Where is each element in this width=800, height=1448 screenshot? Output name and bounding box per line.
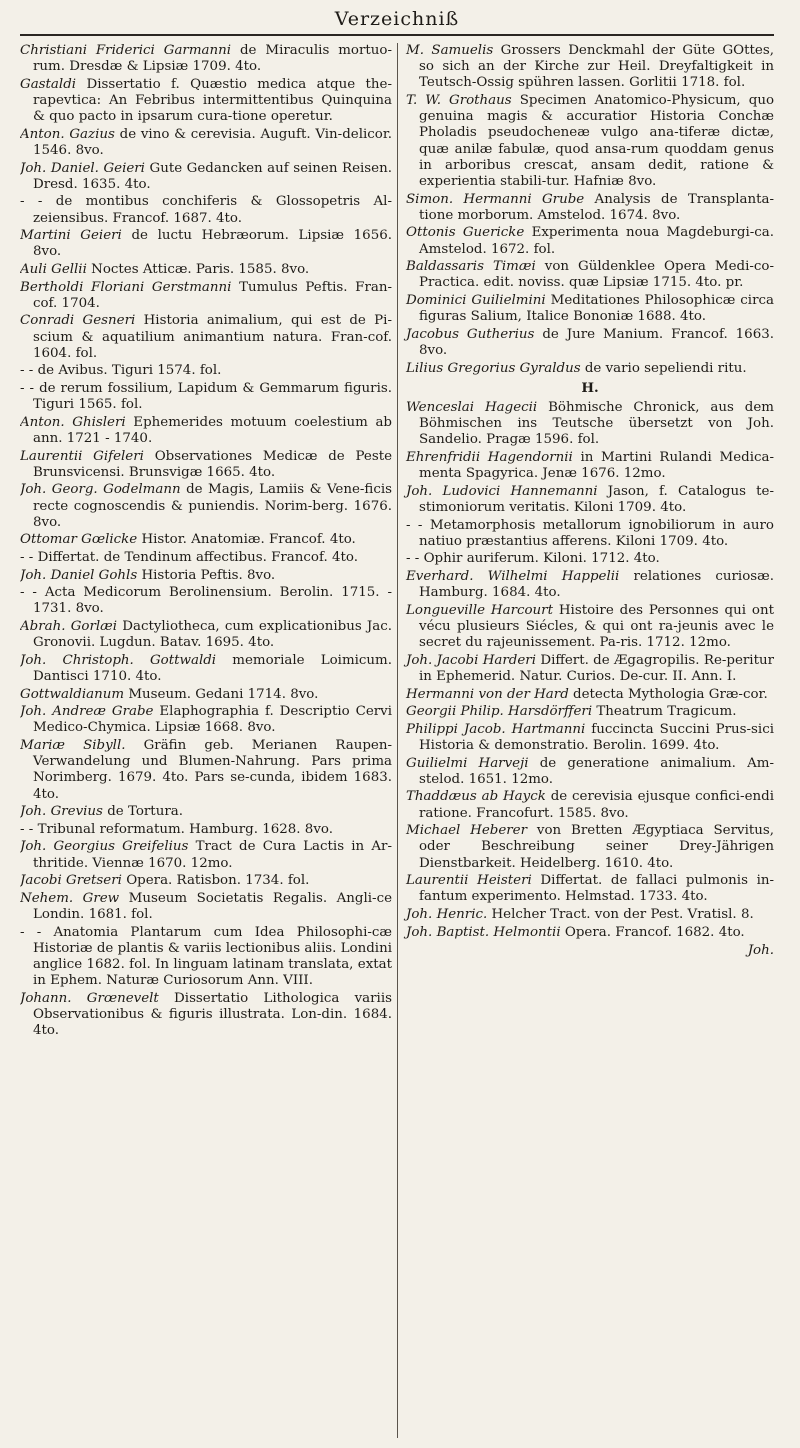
entry-title: Theatrum Tragicum. — [596, 704, 737, 720]
entry-author: T. W. Grothaus — [406, 93, 512, 108]
entry-title: Noctes Atticæ. Paris. 1585. 8vo. — [91, 261, 310, 277]
catalogue-entry — [406, 225, 774, 257]
entry-author: - - — [20, 363, 34, 379]
entry-author: Anton. Ghisleri — [20, 414, 126, 430]
entry-author: Joh. Ludovici Hannemanni — [406, 483, 598, 499]
entry-title: Observationes Medicæ de Peste Brunsvicensi. Brunsvigæ 1665. 4to. — [33, 448, 392, 480]
entry-title: Ephemerides motuum coelestium ab ann. 1721 - 1740. — [33, 414, 392, 446]
catalogue-entry — [20, 991, 392, 1040]
entry-author: Baldassaris Timæi — [406, 259, 536, 275]
entry-title: Elaphographia f. Descriptio Cervi Medico-Chymica. Lipsiæ 1668. 8vo. — [33, 704, 392, 736]
entry-title: Tribunal reformatum. Hamburg. 1628. 8vo. — [37, 821, 333, 837]
catalogue-entry — [20, 363, 392, 379]
catalogue-entry — [406, 259, 774, 291]
entry-author: Ehrenfridii Hagendornii — [406, 450, 573, 465]
entry-author: Gastaldi — [20, 76, 77, 92]
entry-author: Hermanni von der Hard — [406, 686, 569, 702]
entry-author: Jacobus Gutherius — [406, 326, 535, 342]
catalogue-entry — [406, 293, 774, 325]
entry-title: Ophir auriferum. Kiloni. 1712. 4to. — [423, 551, 660, 567]
entry-author: Dominici Guilielmini — [406, 293, 546, 308]
entry-author: Guilielmi Harveji — [406, 755, 529, 771]
entry-title: Gräfin geb. Merianen Raupen-Verwandelung und Blumen-Nahrung. Pars prima Norimberg. 1679. 4to. Pars se-cunda, ibidem 1683. 4to. — [33, 737, 392, 802]
catalogue-entry — [406, 603, 774, 652]
entry-author: Laurentii Gifeleri — [20, 448, 144, 464]
right-column — [397, 43, 774, 1438]
catalogue-entry — [20, 891, 392, 923]
entry-title: Histoire des Personnes qui ont vécu plusieurs Siécles, & qui ont ra-jeunis avec le secret du rajeunissement. Pa-ris. 1712. 12mo. — [419, 602, 774, 651]
catalogue-entry — [406, 93, 774, 190]
entry-author: Joh. Georg. Godelmann — [20, 482, 181, 498]
entry-author: Ottonis Guericke — [406, 225, 525, 241]
entry-title: Specimen Anatomico-Physicum, quo genuina magis & accuratior Historia Conchæ Pholadis pseudocheneæ vulgo ana-tiferæ dictæ, quæ anilæ fabulæ, quod ansa-rum quoddam genus in arboribus crescat, ansam dedit, ratione & experientia stabili-tur. Hafniæ 8vo. — [419, 93, 774, 190]
entry-title: detecta Mythologia Græ-cor. — [573, 686, 768, 702]
entry-title: de Tortura. — [107, 804, 183, 820]
catalogue-entry — [406, 43, 774, 92]
catalogue-entry — [20, 194, 392, 226]
entry-author: Michael Heberer — [406, 823, 528, 839]
catalogue-entry — [20, 585, 392, 617]
entry-title: Dissertatio Lithologica variis Observationibus & figuris illustrata. Lon-din. 1684. 4to. — [33, 990, 392, 1039]
entry-title: Tract de Cura Lactis in Ar-thritide. Viennæ 1670. 12mo. — [33, 839, 392, 871]
entry-author: Joh. Daniel Gohls — [20, 567, 138, 583]
entry-author: Everhard. Wilhelmi Happelii — [406, 568, 620, 584]
entry-title: Opera. Francof. 1682. 4to. — [564, 924, 745, 940]
entry-author: Johann. Grœnevelt — [20, 990, 159, 1006]
entry-title: Jason, f. Catalogus te-stimoniorum veritatis. Kiloni 1709. 4to. — [419, 483, 774, 515]
entry-title: de generatione animalium. Am-stelod. 1651. 12mo. — [419, 755, 774, 787]
entry-author: Simon. Hermanni Grube — [406, 191, 585, 207]
entry-title: in Martini Rulandi Medica-menta Spagyrica. Jenæ 1676. 12mo. — [419, 450, 774, 482]
entry-title: Analysis de Transplanta-tione morborum. Amstelod. 1674. 8vo. — [419, 191, 774, 223]
catalogue-entry — [406, 704, 774, 720]
entry-title: de Miraculis mortuo-rum. Dresdæ & Lipsiæ 1709. 4to. — [33, 43, 392, 75]
catalogue-entry — [20, 873, 392, 889]
entry-title: Helcher Tract. von der Pest. Vratisl. 8. — [491, 906, 754, 922]
entry-author: Jacobi Gretseri — [20, 873, 122, 889]
entry-title: memoriale Loimicum. Dantisci 1710. 4to. — [33, 652, 393, 684]
entry-author: Philippi Jacob. Hartmanni — [406, 721, 586, 737]
catalogue-entry — [20, 43, 392, 75]
catalogue-entry — [406, 551, 774, 567]
entry-title: de Magis, Lamiis & Vene-ficis recte cognoscendis & puniendis. Norim-berg. 1676. 8vo. — [33, 482, 393, 530]
entry-author: - - — [20, 194, 43, 210]
section-letter-h: H. — [581, 379, 599, 396]
catalogue-entry — [406, 925, 774, 941]
catalogue-entry — [406, 789, 774, 821]
entry-author: - - — [20, 924, 42, 940]
catchword: Joh. — [747, 942, 774, 958]
two-columns — [20, 43, 774, 1438]
catalogue-entry — [406, 518, 774, 550]
entry-title: de vario sepeliendi ritu. — [584, 360, 747, 376]
entry-title: de Avibus. Tiguri 1574. fol. — [37, 363, 222, 379]
catalogue-entry — [20, 313, 392, 362]
entry-author: - - — [20, 380, 35, 396]
entry-title: Acta Medicorum Berolinensium. Berolin. 1715. - 1731. 8vo. — [33, 585, 392, 617]
catalogue-entry — [20, 415, 392, 447]
entry-title: relationes curiosæ. Hamburg. 1684. 4to. — [419, 568, 774, 601]
entry-author: Abrah. Gorlæi — [20, 618, 118, 634]
entry-title: Museum. Gedani 1714. 8vo. — [128, 686, 319, 702]
entry-title: Differtat. de Tendinum affectibus. Francof. 4to. — [37, 549, 358, 565]
catalogue-entry — [406, 907, 774, 923]
catalogue-entry — [20, 804, 392, 820]
catalogue-entry — [406, 569, 774, 601]
entry-title: Gute Gedancken auf seinen Reisen. Dresd. 1635. 4to. — [33, 160, 392, 192]
catalogue-entry — [406, 361, 774, 377]
catalogue-entry — [406, 722, 774, 754]
entry-author: Christiani Friderici Garmanni — [20, 43, 232, 58]
catalogue-entry — [20, 687, 392, 703]
entry-title: de vino & cerevisia. Auguft. Vin-delicor. 1546. 8vo. — [33, 126, 393, 158]
entry-author: Gottwaldianum — [20, 686, 125, 702]
entry-title: de luctu Hebræorum. Lipsiæ 1656. 8vo. — [33, 228, 392, 260]
entry-author: Georgii Philip. Harsdörfferi — [406, 704, 593, 720]
entry-title: Museum Societatis Regalis. Angli-ce Londin. 1681. fol. — [33, 890, 393, 922]
entry-title: Historia Peftis. 8vo. — [141, 567, 276, 583]
entry-author: - - — [20, 585, 37, 601]
catalogue-entry — [20, 449, 392, 481]
entry-title: Histor. Anatomiæ. Francof. 4to. — [141, 532, 356, 548]
catalogue-entry — [20, 228, 392, 260]
entry-author: Nehem. Grew — [20, 890, 120, 906]
catalogue-entry — [406, 687, 774, 703]
catalogue-entry — [406, 192, 774, 224]
entry-author: Bertholdi Floriani Gerstmanni — [20, 279, 232, 295]
entry-title: Differt. de Ægagropilis. Re-peritur in Ephemerid. Natur. Curios. De-cur. II. Ann. I. — [419, 652, 774, 684]
entry-author: Auli Gellii — [20, 261, 87, 277]
entry-title: Meditationes Philosophicæ circa figuras Salium, Italice Bononiæ 1688. 4to. — [419, 293, 774, 325]
entry-author: Mariæ Sibyll. — [20, 737, 126, 753]
catalogue-entry — [406, 653, 774, 685]
entry-title: Differtat. de fallaci pulmonis in-fantum experimento. Helmstad. 1733. 4to. — [419, 873, 774, 905]
catalogue-entry — [20, 280, 392, 312]
entry-title: Metamorphosis metallorum ignobiliorum in auro natiuo præstantius afferens. Kiloni 1709. 4to. — [419, 517, 774, 549]
entry-author: Joh. Andreæ Grabe — [20, 704, 154, 720]
catalogue-entry — [20, 839, 392, 871]
entry-title: de montibus conchiferis & Glossopetris Al-zeiensibus. Francof. 1687. 4to. — [33, 194, 392, 226]
entry-author: Anton. Gazius — [20, 126, 115, 142]
entry-author: Lilius Gregorius Gyraldus — [406, 360, 581, 376]
catalogue-entry — [20, 161, 392, 193]
entry-author: - - — [406, 551, 420, 567]
catalogue-entry — [20, 925, 392, 990]
entry-author: Thaddæus ab Hayck — [406, 789, 546, 805]
catalogue-entry — [20, 619, 392, 651]
right-column-h-entries — [406, 400, 774, 941]
catalogue-entry — [406, 327, 774, 359]
entry-title: Experimenta noua Magdeburgi-ca. Amstelod. 1672. fol. — [419, 225, 774, 257]
entry-title: fuccincta Succini Prus-sici Historia & demonstratio. Berolin. 1699. 4to. — [419, 721, 774, 753]
entry-title: Opera. Ratisbon. 1734. fol. — [126, 873, 310, 889]
entry-author: Joh. Jacobi Harderi — [406, 652, 536, 668]
entry-author: Longueville Harcourt — [406, 602, 553, 618]
entry-title: de rerum fossilium, Lapidum & Gemmarum figuris. Tiguri 1565. fol. — [33, 380, 392, 413]
catalogue-entry — [20, 127, 392, 159]
entry-title: Historia animalium, qui est de Pi-scium & aquatilium animantium natura. Fran-cof. 1604. fol. — [33, 313, 392, 361]
entry-author: M. Samuelis — [406, 43, 494, 58]
entry-author: Joh. Christoph. Gottwaldi — [20, 652, 217, 668]
entry-author: Ottomar Gœlicke — [20, 532, 138, 548]
entry-title: Böhmische Chronick, aus dem Böhmischen ins Teutsche übersetzt von Joh. Sandelio. Pragæ 1596. fol. — [419, 400, 774, 448]
entry-title: de cerevisia ejusque confici-endi ratione. Francofurt. 1585. 8vo. — [419, 789, 774, 821]
catalogue-entry — [20, 262, 392, 278]
catalogue-entry — [406, 400, 774, 449]
catalogue-entry — [20, 482, 392, 531]
catalogue-entry — [20, 550, 392, 566]
catalogue-entry — [406, 484, 774, 516]
entry-title: von Güldenklee Opera Medi-co-Practica. edit. noviss. quæ Lipsiæ 1715. 4to. pr. — [419, 259, 774, 291]
entry-author: - - — [20, 549, 34, 565]
catalogue-entry — [406, 756, 774, 788]
right-column-g-entries — [406, 43, 774, 377]
catalogue-entry — [20, 704, 392, 736]
catalogue-entry — [406, 450, 774, 482]
entry-title: Anatomia Plantarum cum Idea Philosophi-cæ Historiæ de plantis & variis lectionibus aliis. Londini anglice 1682. fol. In linguam latinam translata, extat in Ephem. Naturæ Curiosorum Ann. VIII. — [33, 924, 392, 989]
entry-title: Dactyliotheca, cum explicationibus Jac. Gronovii. Lugdun. Batav. 1695. 4to. — [33, 618, 392, 651]
left-column — [20, 43, 392, 1438]
entry-author: Joh. Baptist. Helmontii — [406, 924, 561, 940]
entry-author: Joh. Grevius — [20, 804, 103, 820]
catalogue-entry — [20, 653, 392, 685]
entry-author: Joh. Henric. — [406, 906, 488, 922]
entry-author: Martini Geieri — [20, 228, 122, 244]
running-head: Verzeichniß — [334, 8, 460, 30]
entry-author: Laurentii Heisteri — [406, 873, 532, 889]
catalogue-entry — [20, 532, 392, 548]
catalogue-entry — [406, 823, 774, 872]
catalogue-entry — [20, 822, 392, 838]
entry-title: de Jure Manium. Francof. 1663. 8vo. — [419, 326, 774, 358]
entry-title: Dissertatio f. Quæstio medica atque the-rapevtica: An Febribus intermittentibus Quinquina & quo pacto in ipsarum cura-tione operetur. — [33, 76, 392, 125]
entry-author: - - — [406, 517, 423, 533]
entry-title: Tumulus Peftis. Fran-cof. 1704. — [33, 279, 392, 311]
entry-author: Joh. Daniel. Geieri — [20, 160, 145, 176]
entry-author: - - — [20, 821, 34, 837]
entry-author: Conradi Gesneri — [20, 313, 136, 329]
catalogue-entry — [20, 77, 392, 126]
entry-author: Wenceslai Hagecii — [406, 400, 538, 415]
catalogue-entry — [20, 568, 392, 584]
entry-title: von Bretten Ægyptiaca Servitus, oder Beschreibung seiner Drey-Jährigen Dienstbarkeit. Heidelberg. 1610. 4to. — [419, 823, 774, 871]
catalogue-entry — [20, 381, 392, 413]
catalogue-entry — [20, 738, 392, 803]
entry-author: Joh. Georgius Greifelius — [20, 839, 189, 855]
catalogue-entry — [406, 873, 774, 905]
entry-title: Grossers Denckmahl der Güte GOttes, so sich an der Kirche zur Heil. Dreyfaltigkeit in Teutsch-Ossig spühren lassen. Gorlitii 1718. fol. — [419, 43, 774, 91]
head-rule — [20, 34, 774, 36]
